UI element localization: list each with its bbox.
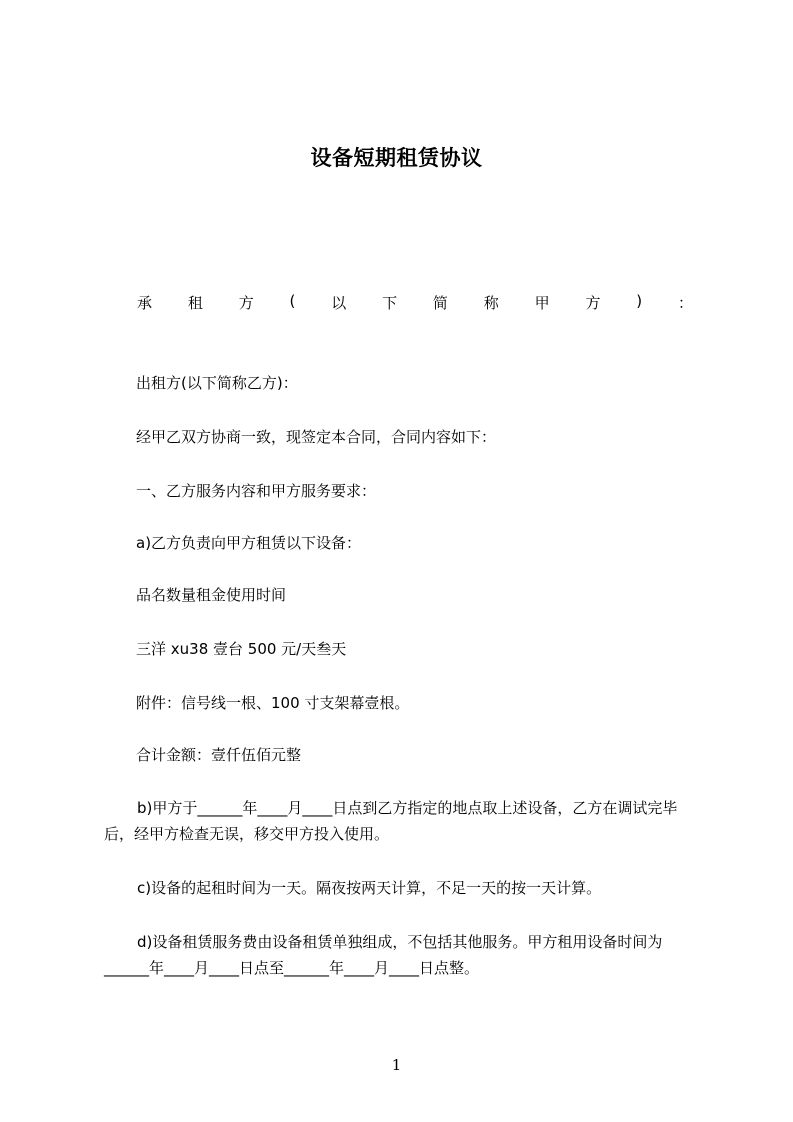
item-b: b)甲方于______年____月____日点到乙方指定的地点取上述设备，乙方在调试完毕后，经甲方检查无误，移交甲方投入使用。 <box>104 799 678 843</box>
lessee-char: 承 <box>137 294 153 312</box>
lessee-line <box>137 292 693 313</box>
lessee-char: 方 <box>585 294 601 312</box>
page-number: 1 <box>391 1056 402 1074</box>
lessee-char: 下 <box>382 294 398 312</box>
lessee-char: ： <box>677 294 693 312</box>
lessee-char: 简 <box>432 294 448 312</box>
item-d: d)设备租赁服务费由设备租赁单独组成，不包括其他服务。甲方租用设备时间为______年____月____日点至______年____月____日点整。 <box>104 933 663 977</box>
lessee-char: 租 <box>187 294 203 312</box>
lessee-char: 方 <box>238 294 254 312</box>
document-title: 设备短期租赁协议 <box>310 146 483 170</box>
intro-paragraph: 经甲乙双方协商一致，现签定本合同，合同内容如下： <box>136 428 497 446</box>
lessee-char: 称 <box>483 294 499 312</box>
total-amount: 合计金额：壹仟伍佰元整 <box>136 746 302 764</box>
item-c: c)设备的起租时间为一天。隔夜按两天计算，不足一天的按一天计算。 <box>137 879 602 897</box>
equipment-table-header: 品名数量租金使用时间 <box>136 586 287 604</box>
lessee-char: ) <box>636 292 643 310</box>
lessee-char: 以 <box>331 294 347 312</box>
lessee-char: ( <box>289 292 296 310</box>
lessor-line: 出租方(以下简称乙方)： <box>136 374 298 392</box>
section-heading: 一、乙方服务内容和甲方服务要求： <box>136 482 377 500</box>
lessee-char: 甲 <box>534 294 550 312</box>
item-a: a)乙方负责向甲方租赁以下设备： <box>136 534 362 552</box>
attachment-line: 附件：信号线一根、100 寸支架幕壹根。 <box>136 694 410 712</box>
equipment-table-row: 三洋 xu38 壹台 500 元/天叁天 <box>136 640 347 658</box>
